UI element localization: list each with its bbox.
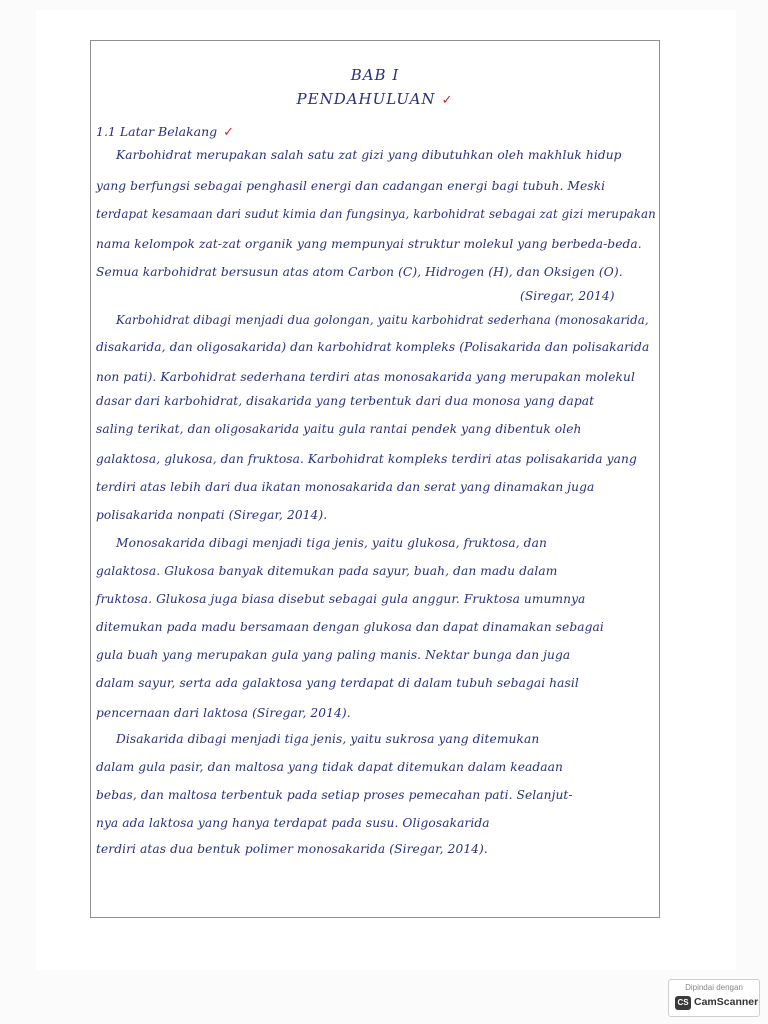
text-line: non pati). Karbohidrat sederhana terdiri atas monosakarida yang merupakan molekul — [96, 370, 635, 384]
chapter-label — [90, 66, 660, 84]
citation-line: (Siregar, 2014) — [520, 289, 615, 303]
scanner-caption: Dipindai dengan — [685, 983, 743, 992]
text-line: ditemukan pada madu bersamaan dengan glukosa dan dapat dinamakan sebagai — [96, 620, 604, 634]
text-line: Semua karbohidrat bersusun atas atom Carbon (C), Hidrogen (H), dan Oksigen (O). — [96, 265, 623, 279]
camscanner-logo-icon: CS — [675, 996, 691, 1010]
text-line: terdiri atas lebih dari dua ikatan monosakarida dan serat yang dinamakan juga — [96, 480, 595, 494]
chapter-title-text: PENDAHULUAN — [296, 90, 436, 108]
chapter-text: BAB I — [350, 66, 400, 84]
text-line: nya ada laktosa yang hanya terdapat pada susu. Oligosakarida — [96, 816, 490, 830]
camscanner-badge — [668, 979, 760, 1017]
text-line: dalam sayur, serta ada galaktosa yang terdapat di dalam tubuh sebagai hasil — [96, 676, 579, 690]
text-line: saling terikat, dan oligosakarida yaitu gula rantai pendek yang dibentuk oleh — [96, 422, 582, 436]
text-line: dasar dari karbohidrat, disakarida yang terbentuk dari dua monosa yang dapat — [96, 394, 595, 408]
text-line: Monosakarida dibagi menjadi tiga jenis, yaitu glukosa, fruktosa, dan — [116, 536, 547, 550]
page-border — [90, 40, 660, 918]
text-line: terdiri atas dua bentuk polimer monosakarida (Siregar, 2014). — [96, 842, 488, 856]
text-line: polisakarida nonpati (Siregar, 2014). — [96, 508, 328, 522]
text-line: galaktosa. Glukosa banyak ditemukan pada sayur, buah, dan madu dalam — [96, 564, 558, 578]
scanner-brand: CamScanner — [694, 996, 759, 1008]
chapter-title — [90, 90, 660, 108]
text-line: Karbohidrat merupakan salah satu zat gizi yang dibutuhkan oleh makhluk hidup — [116, 148, 622, 162]
check-mark-icon: ✓ — [441, 93, 454, 108]
text-line: nama kelompok zat-zat organik yang mempunyai struktur molekul yang berbeda-beda. — [96, 237, 642, 251]
text-line: terdapat kesamaan dari sudut kimia dan fungsinya, karbohidrat sebagai zat gizi merupakan — [96, 207, 656, 221]
text-line: pencernaan dari laktosa (Siregar, 2014). — [96, 706, 351, 720]
text-line: galaktosa, glukosa, dan fruktosa. Karbohidrat kompleks terdiri atas polisakarida yang — [96, 452, 637, 466]
text-line: Karbohidrat dibagi menjadi dua golongan, yaitu karbohidrat sederhana (monosakarida, — [116, 313, 649, 327]
text-line: fruktosa. Glukosa juga biasa disebut sebagai gula anggur. Fruktosa umumnya — [96, 592, 586, 606]
section-heading — [96, 124, 234, 140]
text-line: bebas, dan maltosa terbentuk pada setiap proses pemecahan pati. Selanjut- — [96, 788, 573, 802]
text-line: dalam gula pasir, dan maltosa yang tidak dapat ditemukan dalam keadaan — [96, 760, 563, 774]
text-line: Disakarida dibagi menjadi tiga jenis, yaitu sukrosa yang ditemukan — [116, 732, 540, 746]
check-mark-icon: ✓ — [223, 125, 235, 140]
text-line: yang berfungsi sebagai penghasil energi dan cadangan energi bagi tubuh. Meski — [96, 179, 606, 193]
text-line: gula buah yang merupakan gula yang paling manis. Nektar bunga dan juga — [96, 648, 571, 662]
text-line: disakarida, dan oligosakarida) dan karbohidrat kompleks (Polisakarida dan polisakarida — [96, 340, 650, 354]
section-heading-text: 1.1 Latar Belakang — [96, 124, 218, 139]
